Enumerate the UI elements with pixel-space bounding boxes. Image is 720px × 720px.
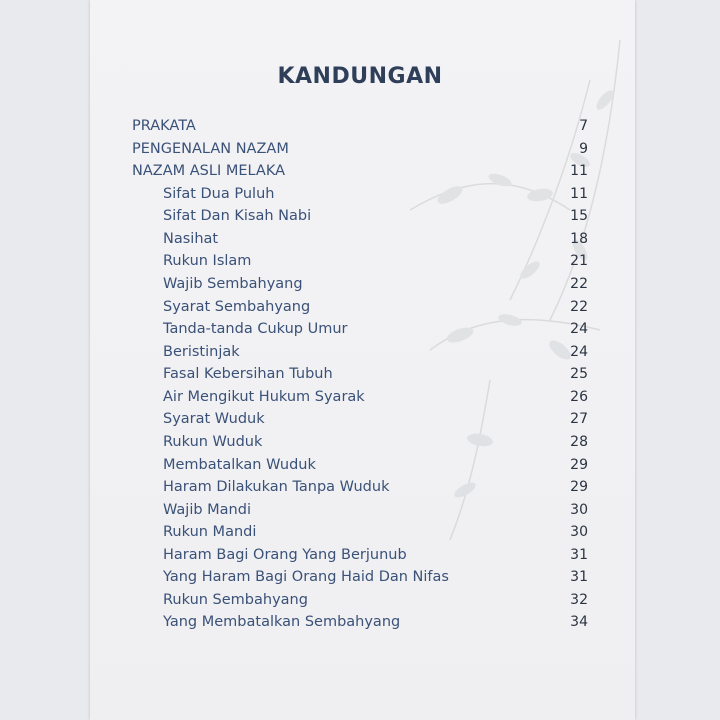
toc-entry-title: Rukun Mandi: [163, 524, 257, 540]
toc-entry-page: 24: [570, 344, 588, 360]
toc-entry-page: 32: [570, 592, 588, 608]
toc-entry-title: Wajib Mandi: [163, 502, 251, 518]
toc-entry: [163, 611, 588, 633]
toc-entry: [163, 273, 588, 295]
toc-entry-title: Membatalkan Wuduk: [163, 457, 316, 473]
toc-entry-page: 11: [570, 186, 588, 202]
toc-entry-title: Yang Membatalkan Sembahyang: [163, 614, 401, 630]
toc-entry-page: 22: [570, 276, 588, 292]
toc-entry-title: Tanda-tanda Cukup Umur: [163, 321, 348, 337]
toc-entry: [163, 476, 588, 498]
toc-entry: [132, 160, 588, 182]
toc-entry-title: Sifat Dan Kisah Nabi: [163, 208, 312, 224]
toc-entry-title: Sifat Dua Puluh: [163, 186, 275, 202]
toc-entry-page: 30: [570, 502, 588, 518]
toc-entry: [163, 296, 588, 318]
toc-entry: [163, 363, 588, 385]
page-title: KANDUNGAN: [277, 64, 443, 89]
toc-entry-title: Haram Bagi Orang Yang Berjunub: [163, 547, 407, 563]
toc-entry: [163, 386, 588, 408]
toc-entry-title: Nasihat: [163, 231, 219, 247]
toc-entry-page: 31: [570, 547, 588, 563]
toc-entry-page: 18: [570, 231, 588, 247]
toc-entry-page: 27: [570, 411, 588, 427]
toc-entry-title: Rukun Islam: [163, 253, 252, 269]
toc-entry-page: 25: [570, 366, 588, 382]
toc-entry-title: Rukun Wuduk: [163, 434, 263, 450]
toc-entry: [163, 341, 588, 363]
toc-entry-page: 29: [570, 457, 588, 473]
toc-entry-title: Syarat Sembahyang: [163, 299, 311, 315]
toc-entry-title: Yang Haram Bagi Orang Haid Dan Nifas: [163, 569, 449, 585]
toc-entry: [163, 318, 588, 340]
toc-entry: [163, 544, 588, 566]
toc-entry: [163, 589, 588, 611]
toc-entry-page: 26: [570, 389, 588, 405]
toc-entry-title: Wajib Sembahyang: [163, 276, 303, 292]
toc-entry: [163, 250, 588, 272]
toc-entry-title: Fasal Kebersihan Tubuh: [163, 366, 333, 382]
toc-entry: [163, 431, 588, 453]
toc-entry: [163, 499, 588, 521]
toc-entry-page: 31: [570, 569, 588, 585]
toc-entry: [163, 454, 588, 476]
toc-entry-title: NAZAM ASLI MELAKA: [132, 163, 286, 179]
toc-entry: [163, 205, 588, 227]
toc-entry-title: Rukun Sembahyang: [163, 592, 308, 608]
toc-entry: [132, 115, 588, 137]
toc-entry-title: PRAKATA: [132, 118, 196, 134]
toc-entry-title: Air Mengikut Hukum Syarak: [163, 389, 365, 405]
toc-entry-page: 7: [579, 118, 588, 134]
toc-entry: [132, 138, 588, 160]
toc-entry-page: 9: [579, 141, 588, 157]
toc-entry-page: 15: [570, 208, 588, 224]
toc-entry-title: PENGENALAN NAZAM: [132, 141, 289, 157]
toc-entry-title: Beristinjak: [163, 344, 240, 360]
toc-entry-page: 11: [570, 163, 588, 179]
toc-entry: [163, 566, 588, 588]
toc-entry: [163, 521, 588, 543]
toc-entry-page: 24: [570, 321, 588, 337]
toc-entry-page: 21: [570, 253, 588, 269]
toc-entry: [163, 228, 588, 250]
toc-entry-page: 30: [570, 524, 588, 540]
toc-entry-page: 28: [570, 434, 588, 450]
toc-entry-page: 34: [570, 614, 588, 630]
toc-entry: [163, 408, 588, 430]
toc-entry: [163, 183, 588, 205]
toc-entry-page: 29: [570, 479, 588, 495]
toc-entry-title: Haram Dilakukan Tanpa Wuduk: [163, 479, 390, 495]
toc-entry-page: 22: [570, 299, 588, 315]
toc-entry-title: Syarat Wuduk: [163, 411, 265, 427]
